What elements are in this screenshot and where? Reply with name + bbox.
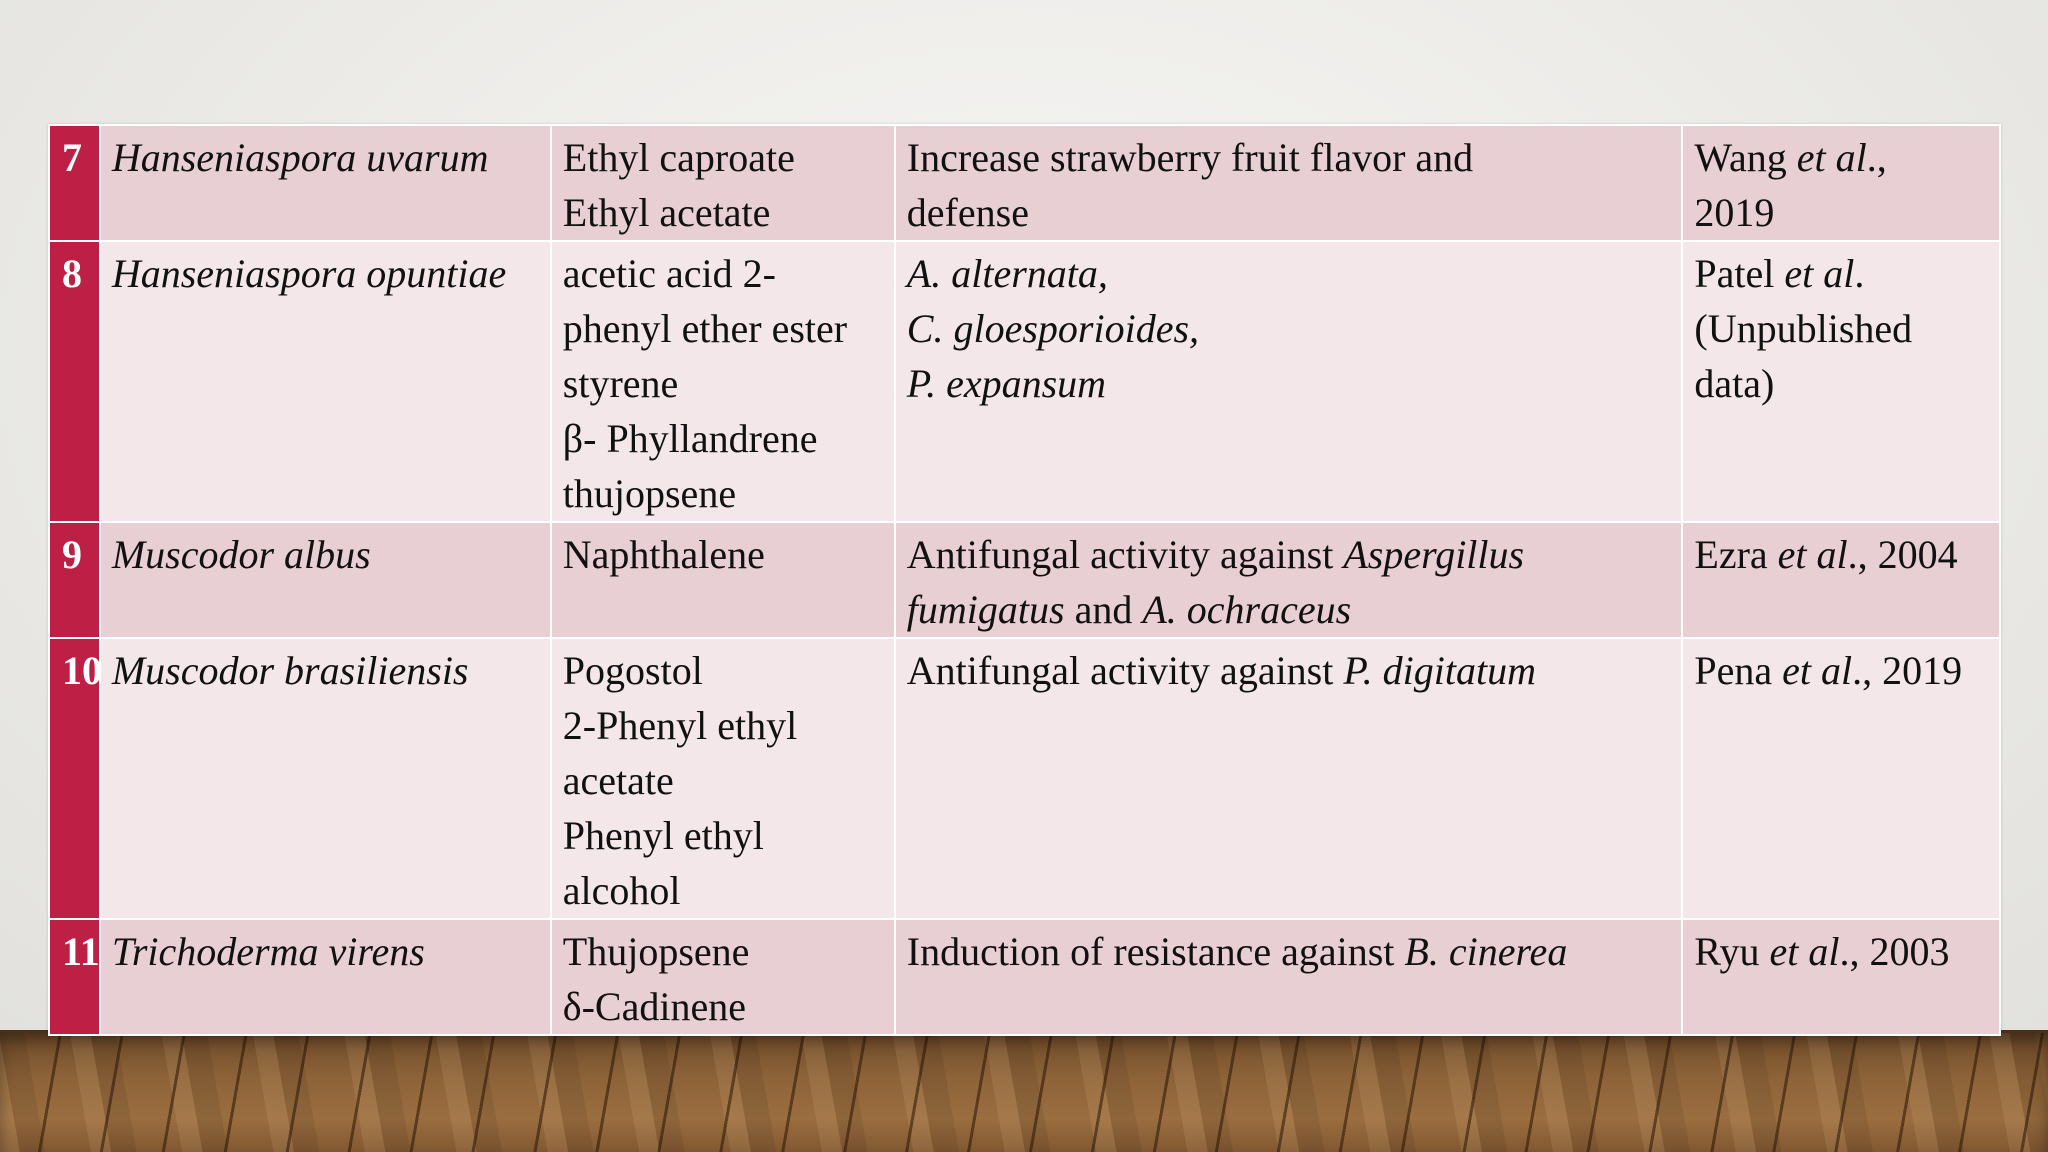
table-row xyxy=(49,522,2000,638)
compound-item: phenyl ether ester xyxy=(562,306,848,351)
table-row xyxy=(49,638,2000,919)
compound-item: Phenyl ethyl xyxy=(562,813,764,858)
compound-item: 2-Phenyl ethyl xyxy=(562,703,798,748)
reference-line: Wang et al., xyxy=(1694,135,1887,180)
activity-line: Induction of resistance against B. cinerea xyxy=(906,929,1568,974)
compound-item: acetate xyxy=(562,758,674,803)
organism-cell: Hanseniaspora opuntiae xyxy=(100,241,551,522)
compound-item: Pogostol xyxy=(562,648,703,693)
slide-table xyxy=(48,124,2001,1036)
compounds-cell xyxy=(551,522,895,638)
activity-line: Increase strawberry fruit flavor and xyxy=(906,135,1474,180)
activity-line: defense xyxy=(906,190,1029,235)
compounds-cell xyxy=(551,638,895,919)
activity-cell xyxy=(895,241,1683,522)
compound-item: alcohol xyxy=(562,868,681,913)
reference-line: Pena et al., 2019 xyxy=(1694,648,1963,693)
table-row xyxy=(49,125,2000,241)
compound-item: Ethyl caproate xyxy=(562,135,795,180)
compound-item: thujopsene xyxy=(562,471,737,516)
activity-line: Antifungal activity against Aspergillus xyxy=(906,532,1525,577)
reference-year: 2019 xyxy=(1694,190,1775,235)
activity-cell xyxy=(895,919,1683,1035)
activity-cell xyxy=(895,125,1683,241)
reference-cell xyxy=(1682,919,2000,1035)
activity-line: Antifungal activity against P. digitatum xyxy=(906,648,1536,693)
table-row xyxy=(49,241,2000,522)
row-number: 7 xyxy=(49,125,100,241)
reference-line: Ezra et al., 2004 xyxy=(1694,532,1958,577)
reference-cell xyxy=(1682,241,2000,522)
compound-item: Thujopsene xyxy=(562,929,750,974)
row-number: 10 xyxy=(49,638,100,919)
compound-item: styrene xyxy=(562,361,679,406)
organism-cell: Muscodor brasiliensis xyxy=(100,638,551,919)
pathogen-item: A. alternata, xyxy=(906,251,1108,296)
wooden-floor xyxy=(0,1030,2048,1152)
row-number: 8 xyxy=(49,241,100,522)
reference-cell xyxy=(1682,638,2000,919)
compound-item: δ-Cadinene xyxy=(562,984,746,1029)
compounds-cell xyxy=(551,919,895,1035)
organism-cell: Muscodor albus xyxy=(100,522,551,638)
compounds-cell xyxy=(551,125,895,241)
compound-item: Naphthalene xyxy=(562,532,765,577)
reference-line: Ryu et al., 2003 xyxy=(1694,929,1950,974)
row-number: 11 xyxy=(49,919,100,1035)
reference-cell xyxy=(1682,125,2000,241)
row-number: 9 xyxy=(49,522,100,638)
organism-cell: Hanseniaspora uvarum xyxy=(100,125,551,241)
reference-cell xyxy=(1682,522,2000,638)
pathogen-item: P. expansum xyxy=(906,361,1107,406)
volatile-compounds-table xyxy=(48,124,2001,1036)
reference-line: Patel et al. xyxy=(1694,251,1865,296)
activity-cell xyxy=(895,522,1683,638)
table-row xyxy=(49,919,2000,1035)
compound-item: Ethyl acetate xyxy=(562,190,771,235)
reference-line: (Unpublished xyxy=(1694,306,1913,351)
pathogen-item: C. gloesporioides, xyxy=(906,306,1200,351)
compounds-cell xyxy=(551,241,895,522)
compound-item: β- Phyllandrene xyxy=(562,416,818,461)
activity-line: fumigatus and A. ochraceus xyxy=(906,587,1352,632)
activity-cell xyxy=(895,638,1683,919)
compound-item: acetic acid 2- xyxy=(562,251,776,296)
organism-cell: Trichoderma virens xyxy=(100,919,551,1035)
reference-line: data) xyxy=(1694,361,1775,406)
